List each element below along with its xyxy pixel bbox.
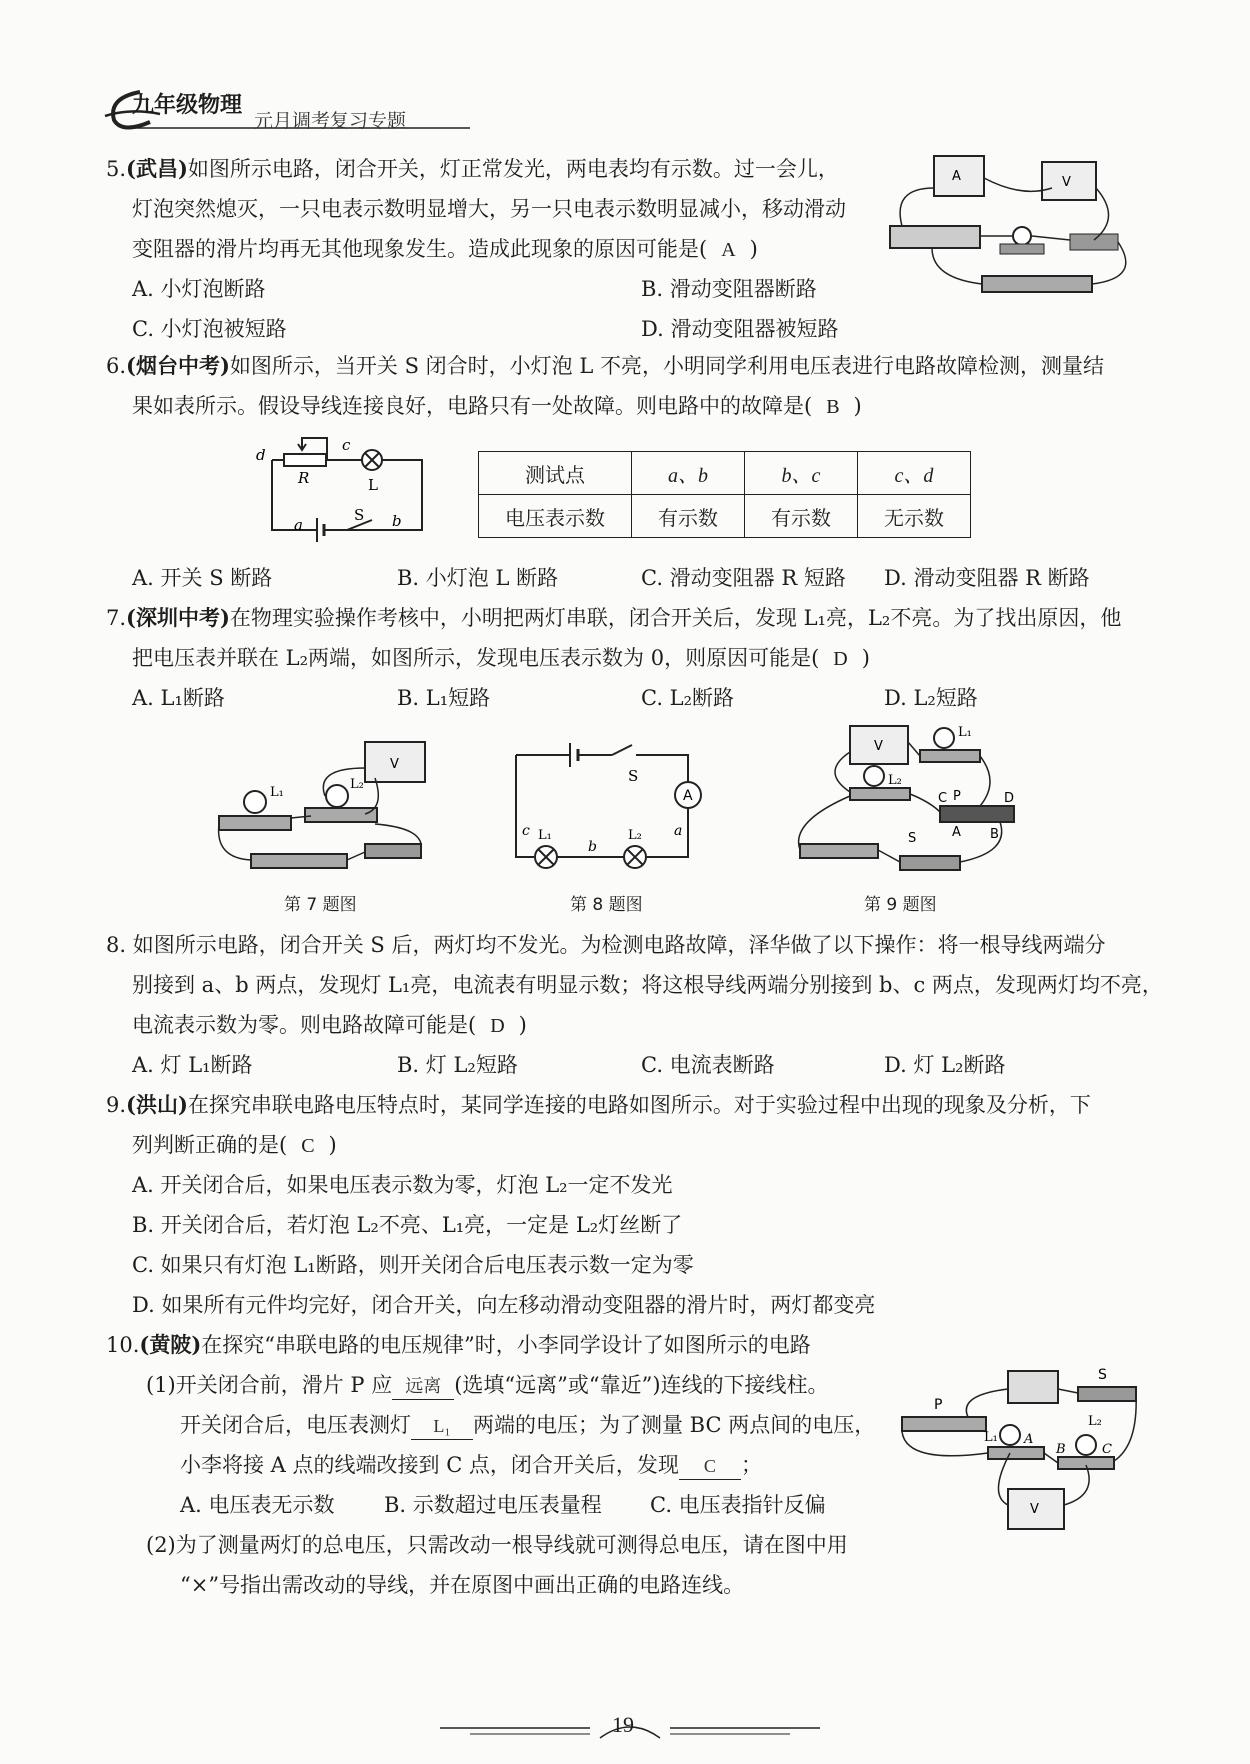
answer: C <box>301 1135 315 1157</box>
label-b: B <box>990 827 999 842</box>
bracket-close: ) <box>861 646 870 670</box>
question-text: ； <box>740 1453 762 1477</box>
question-text: 开关闭合后，电压表测灯 <box>180 1413 411 1437</box>
bulb-l1 <box>244 791 266 813</box>
question-number: 7. <box>106 606 127 630</box>
label-s: S <box>354 506 365 524</box>
question-text: 别接到 a、b 两点，发现灯 L₁亮，电流表有明显示数；将这根导线两端分别接到 b、c 两点，发现两灯均不亮， <box>132 973 1163 997</box>
option-d: D. 滑动变阻器被短路 <box>641 317 839 341</box>
figure-7-caption: 第 7 题图 <box>284 895 357 915</box>
header-title: 九年级物理 <box>132 93 243 118</box>
option-a: A. 开关 S 断路 <box>132 566 273 590</box>
label-c: C <box>938 791 948 806</box>
label-c: c <box>522 823 530 839</box>
question-text: 小李将接 A 点的线端改接到 C 点，闭合开关后，发现 <box>180 1453 679 1477</box>
option-b: B. 示数超过电压表量程 <box>384 1493 602 1517</box>
question-text: “×”号指出需改动的导线，并在原图中画出正确的电路连线。 <box>180 1573 745 1597</box>
option-a: A. 电压表无示数 <box>180 1493 335 1517</box>
bracket-close: ) <box>328 1133 337 1157</box>
question-source: (烟台中考) <box>126 353 230 378</box>
bulb-l2 <box>326 785 348 807</box>
label-a: a <box>674 823 683 839</box>
option-b: B. L₁短路 <box>397 686 491 710</box>
switch <box>1070 234 1118 250</box>
label-l1: L₁ <box>984 1430 998 1445</box>
question-number: 9. <box>106 1093 127 1117</box>
bulb-l2 <box>1076 1435 1096 1455</box>
question-text: 在探究串联电路电压特点时，某同学连接的电路如图所示。对于实验过程中出现的现象及分析，下 <box>187 1093 1091 1117</box>
option-d: D. 滑动变阻器 R 断路 <box>884 566 1090 590</box>
label-b: b <box>588 839 597 855</box>
bracket-close: ) <box>749 237 758 261</box>
label-d: d <box>256 446 266 464</box>
label-v: V <box>874 739 883 754</box>
option-c: C. 电压表指针反偏 <box>650 1493 826 1517</box>
label-l2: L₂ <box>628 828 642 843</box>
battery <box>251 854 347 868</box>
switch <box>612 745 632 755</box>
table-cell: 电压表示数 <box>479 495 632 538</box>
rheostat <box>940 806 1014 822</box>
bulb-l1 <box>1000 1425 1020 1445</box>
table-cell: a、b <box>632 452 745 495</box>
question-text: 在物理实验操作考核中，小明把两灯串联，闭合开关后，发现 L₁亮，L₂不亮。为了找出原因，他 <box>229 606 1122 630</box>
label-l: L <box>368 476 378 494</box>
option-d: D. 如果所有元件均完好，闭合开关，向左移动滑动变阻器的滑片时，两灯都变亮 <box>132 1293 876 1317</box>
label-c: C <box>1102 1442 1112 1457</box>
figure-8-caption: 第 8 题图 <box>570 895 643 915</box>
fill-blank-2: L₁ <box>411 1413 473 1440</box>
svg-text:A: A <box>952 169 961 184</box>
label-l1: L₁ <box>958 725 972 740</box>
question-source: (洪山) <box>126 1092 188 1117</box>
bulb-l1 <box>934 728 954 748</box>
option-c: C. L₂断路 <box>641 686 735 710</box>
label-l2: L₂ <box>888 773 902 788</box>
figure-9-caption: 第 9 题图 <box>864 895 937 915</box>
option-b: B. 开关闭合后，若灯泡 L₂不亮、L₁亮，一定是 L₂灯丝断了 <box>132 1213 683 1237</box>
bulb-l2 <box>864 766 884 786</box>
label-r: R <box>298 469 310 487</box>
table-cell: c、d <box>858 452 971 495</box>
label-b: b <box>392 512 402 530</box>
figure-9 <box>790 722 1020 877</box>
bulb <box>1013 227 1031 245</box>
option-b: B. 灯 L₂短路 <box>397 1053 518 1077</box>
q5-circuit-figure <box>872 148 1152 298</box>
label-d: D <box>1004 791 1015 806</box>
rheostat <box>902 1417 986 1431</box>
label-s: S <box>1098 1367 1107 1383</box>
table-cell: 有示数 <box>632 495 745 538</box>
answer: D <box>833 648 848 670</box>
answer: A <box>721 239 736 261</box>
question-text: 在探究“串联电路的电压规律”时，小李同学设计了如图所示的电路 <box>201 1333 811 1357</box>
figure-7 <box>215 738 435 878</box>
switch <box>900 856 960 870</box>
question-text: 如图所示，当开关 S 闭合时，小灯泡 L 不亮，小明同学利用电压表进行电路故障检测，测量结 <box>229 354 1104 378</box>
table-row <box>479 452 971 495</box>
answer: B <box>826 396 840 418</box>
rheostat <box>890 226 980 248</box>
question-text: (2)为了测量两灯的总电压，只需改动一根导线就可测得总电压，请在图中用 <box>146 1533 848 1557</box>
q6-schematic <box>256 430 432 540</box>
option-a: A. 开关闭合后，如果电压表示数为零，灯泡 L₂一定不发光 <box>132 1173 673 1197</box>
resistor <box>284 454 326 466</box>
question-text: 8. 如图所示电路，闭合开关 S 后，两灯均不发光。为检测电路故障，泽华做了以下操作：将一根导线两端分 <box>106 933 1106 957</box>
fill-blank-3: C <box>679 1453 741 1480</box>
label-v: V <box>390 757 399 772</box>
table-row <box>479 495 971 538</box>
test-results-table <box>478 451 971 538</box>
table-cell: b、c <box>745 452 858 495</box>
question-text: 两端的电压；为了测量 BC 两点间的电压， <box>473 1413 876 1437</box>
question-text: 把电压表并联在 L₂两端，如图所示，发现电压表示数为 0，则原因可能是( <box>132 646 820 670</box>
bracket-close: ) <box>518 1013 527 1037</box>
answer: D <box>490 1015 505 1037</box>
question-text: 电流表示数为零。则电路故障可能是( <box>132 1013 477 1037</box>
label-c: c <box>342 436 351 454</box>
label-s: S <box>628 767 639 785</box>
question-number: 5. <box>106 157 127 181</box>
battery <box>982 276 1092 292</box>
question-text: (选填“远离”或“靠近”)连线的下接线柱。 <box>454 1373 829 1397</box>
option-a: A. 小灯泡断路 <box>132 277 266 301</box>
label-a-meter: A <box>683 788 693 804</box>
question-text: 列判断正确的是( <box>132 1133 288 1157</box>
battery <box>800 844 878 858</box>
svg-text:V: V <box>1062 175 1071 190</box>
option-c: C. 滑动变阻器 R 短路 <box>641 566 846 590</box>
header-subtitle: 元月调考复习专题 <box>254 110 407 132</box>
label-a: A <box>952 825 961 840</box>
question-source: (武昌) <box>126 156 188 181</box>
table-cell: 有示数 <box>745 495 858 538</box>
option-c: C. 如果只有灯泡 L₁断路，则开关闭合后电压表示数一定为零 <box>132 1253 694 1277</box>
option-c: C. 电流表断路 <box>641 1053 775 1077</box>
option-d: D. 灯 L₂断路 <box>884 1053 1006 1077</box>
question-text: 果如表所示。假设导线连接良好，电路只有一处故障。则电路中的故障是( <box>132 394 813 418</box>
table-cell: 无示数 <box>858 495 971 538</box>
question-text: 灯泡突然熄灭，一只电表示数明显增大，另一只电表示数明显减小，移动滑动 <box>132 197 846 221</box>
label-a: A <box>1024 1432 1034 1447</box>
option-d: D. L₂短路 <box>884 686 978 710</box>
option-a: A. L₁断路 <box>132 686 225 710</box>
table-cell: 测试点 <box>479 452 632 495</box>
label-l1: L₁ <box>270 785 284 800</box>
label-l2: L₂ <box>1088 1414 1102 1429</box>
option-b: B. 小灯泡 L 断路 <box>397 566 559 590</box>
battery <box>1008 1371 1058 1403</box>
label-v: V <box>1030 1502 1039 1517</box>
page-number: 19 <box>612 1712 634 1737</box>
question-number: 6. <box>106 354 127 378</box>
label-p: P <box>953 789 961 804</box>
question-number: 10. <box>106 1333 140 1357</box>
question-text: 变阻器的滑片均再无其他现象发生。造成此现象的原因可能是( <box>132 237 708 261</box>
label-l1: L₁ <box>538 828 552 843</box>
option-a: A. 灯 L₁断路 <box>132 1053 253 1077</box>
question-source: (深圳中考) <box>126 605 230 630</box>
label-a: a <box>294 516 303 534</box>
fill-blank-1: 远离 <box>392 1373 454 1400</box>
bracket-close: ) <box>853 394 862 418</box>
label-b: B <box>1056 1442 1066 1457</box>
q10-circuit-figure <box>898 1365 1138 1535</box>
label-p: P <box>934 1397 943 1413</box>
switch <box>1078 1387 1136 1401</box>
question-text: (1)开关闭合前，滑片 P 应 <box>146 1373 393 1397</box>
option-b: B. 滑动变阻器断路 <box>641 277 817 301</box>
label-s: S <box>908 831 917 846</box>
question-source: (黄陂) <box>139 1332 202 1357</box>
switch <box>365 844 421 858</box>
option-c: C. 小灯泡被短路 <box>132 317 287 341</box>
label-l2: L₂ <box>350 777 364 792</box>
question-text: 如图所示电路，闭合开关，灯正常发光，两电表均有示数。过一会儿， <box>187 157 839 181</box>
figure-8 <box>508 735 708 875</box>
